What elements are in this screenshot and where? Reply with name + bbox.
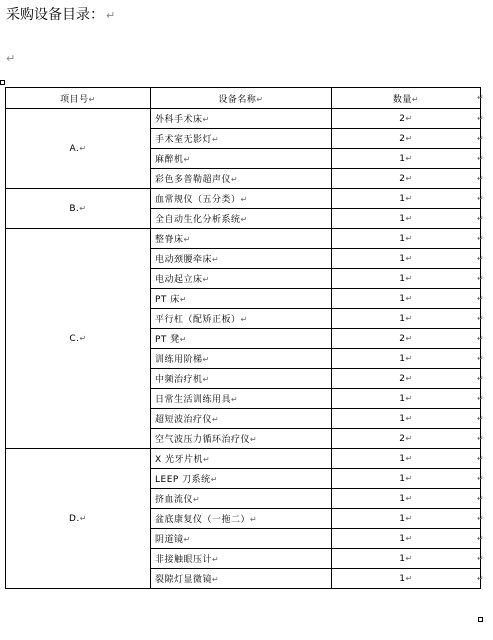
cell-mark-icon: ↵ <box>179 295 187 304</box>
item-name: 中频治疗机 <box>155 375 203 385</box>
cell-mark-icon: ↵ <box>405 293 413 303</box>
item-name: 空气波压力循环治疗仪 <box>155 435 251 445</box>
cell-mark-icon: ↵ <box>210 475 218 484</box>
cell-mark-icon: ↵ <box>212 575 220 584</box>
item-name: 麻醉机 <box>155 155 184 165</box>
item-quantity-cell <box>332 149 481 169</box>
item-name-cell <box>151 169 332 189</box>
item-name: 电动起立床 <box>155 275 203 285</box>
item-quantity-cell <box>332 449 481 469</box>
cell-mark-icon: ↵ <box>405 553 413 563</box>
cell-mark-icon: ↵ <box>405 433 413 443</box>
item-name-cell <box>151 369 332 389</box>
cell-mark-icon: ↵ <box>405 153 413 163</box>
cell-mark-icon: ↵ <box>405 533 413 543</box>
cell-mark-icon: ↵ <box>79 513 87 523</box>
item-quantity-cell <box>332 389 481 409</box>
item-name-cell <box>151 429 332 449</box>
item-name-cell <box>151 529 332 549</box>
cell-mark-icon: ↵ <box>79 203 87 213</box>
item-quantity: 1 <box>399 193 406 204</box>
cell-mark-icon: ↵ <box>183 155 191 164</box>
item-name: 血常规仪（五分类） <box>155 195 241 205</box>
cell-mark-icon: ↵ <box>212 135 220 144</box>
cell-mark-icon: ↵ <box>231 395 239 404</box>
item-name-cell <box>151 309 332 329</box>
cell-mark-icon: ↵ <box>183 235 191 244</box>
row-end-mark-icon: ↵ <box>477 313 484 323</box>
item-name: 裂隙灯显微镜 <box>155 575 213 585</box>
item-name-cell <box>151 349 332 369</box>
row-end-mark-icon: ↵ <box>477 433 484 443</box>
cell-mark-icon: ↵ <box>240 195 248 204</box>
item-quantity-cell <box>332 249 481 269</box>
header-quantity: 数量 <box>392 94 412 105</box>
item-name: 日常生活训练用具 <box>155 395 232 405</box>
table-row <box>6 109 481 129</box>
row-end-mark-icon: ↵ <box>477 413 484 423</box>
cell-mark-icon: ↵ <box>405 393 413 403</box>
row-end-mark-icon: ↵ <box>477 173 484 183</box>
row-end-mark-icon: ↵ <box>477 273 484 283</box>
cell-mark-icon: ↵ <box>202 275 210 284</box>
item-name-cell <box>151 569 332 589</box>
cell-mark-icon: ↵ <box>202 115 210 124</box>
item-quantity: 2 <box>399 133 406 144</box>
cell-mark-icon: ↵ <box>405 213 413 223</box>
table-move-handle-icon[interactable] <box>0 80 5 85</box>
item-quantity: 1 <box>399 573 406 584</box>
header-code-cell <box>6 88 151 109</box>
item-name: X 光牙片机 <box>155 455 204 465</box>
item-quantity-cell <box>332 509 481 529</box>
item-name: 彩色多普勒超声仪 <box>155 175 232 185</box>
item-quantity-cell <box>332 569 481 589</box>
item-quantity: 1 <box>399 153 406 164</box>
cell-mark-icon: ↵ <box>405 193 413 203</box>
item-name-cell <box>151 549 332 569</box>
item-name-cell <box>151 209 332 229</box>
item-quantity-cell <box>332 229 481 249</box>
item-name-cell <box>151 449 332 469</box>
item-quantity-cell <box>332 349 481 369</box>
item-quantity: 1 <box>399 213 406 224</box>
cell-mark-icon: ↵ <box>405 253 413 263</box>
cell-mark-icon: ↵ <box>405 313 413 323</box>
cell-mark-icon: ↵ <box>240 215 248 224</box>
header-name-cell <box>151 88 332 109</box>
cell-mark-icon: ↵ <box>405 333 413 343</box>
header-name: 设备名称 <box>218 94 257 105</box>
cell-mark-icon: ↵ <box>250 435 258 444</box>
item-name-cell <box>151 389 332 409</box>
cell-mark-icon: ↵ <box>405 453 413 463</box>
cell-mark-icon: ↵ <box>405 353 413 363</box>
table-row <box>6 449 481 469</box>
item-quantity: 1 <box>399 273 406 284</box>
item-name-cell <box>151 129 332 149</box>
row-end-mark-icon: ↵ <box>477 353 484 363</box>
item-quantity: 2 <box>399 173 406 184</box>
empty-paragraph-mark-icon: ↵ <box>6 52 16 65</box>
table-header-row <box>6 88 481 109</box>
item-quantity-cell <box>332 409 481 429</box>
item-quantity-cell <box>332 109 481 129</box>
item-name-cell <box>151 289 332 309</box>
item-name-cell <box>151 409 332 429</box>
item-quantity: 1 <box>399 413 406 424</box>
item-quantity: 1 <box>399 353 406 364</box>
item-quantity-cell <box>332 329 481 349</box>
cell-mark-icon: ↵ <box>405 573 413 583</box>
item-name: 外科手术床 <box>155 115 203 125</box>
item-name-cell <box>151 189 332 209</box>
row-end-mark-icon: ↵ <box>477 333 484 343</box>
cell-mark-icon: ↵ <box>88 94 96 104</box>
row-end-mark-icon: ↵ <box>477 113 484 123</box>
group-code: C. <box>69 333 80 344</box>
row-end-mark-icon: ↵ <box>477 453 484 463</box>
item-name: LEEP 刀系统 <box>155 475 211 485</box>
row-end-mark-icon: ↵ <box>477 473 484 483</box>
cell-mark-icon: ↵ <box>203 455 211 464</box>
item-name-cell <box>151 469 332 489</box>
item-quantity: 1 <box>399 293 406 304</box>
item-name: 训练用阶梯 <box>155 355 203 365</box>
group-code-cell <box>6 109 151 189</box>
item-quantity-cell <box>332 269 481 289</box>
group-code: B. <box>69 203 80 214</box>
item-quantity-cell <box>332 169 481 189</box>
cell-mark-icon: ↵ <box>212 555 220 564</box>
document-title-text: 采购设备目录： <box>6 7 104 23</box>
item-name: 超短波治疗仪 <box>155 415 213 425</box>
row-end-mark-icon: ↵ <box>477 233 484 243</box>
row-end-mark-icon: ↵ <box>477 213 484 223</box>
item-quantity: 1 <box>399 253 406 264</box>
cell-mark-icon: ↵ <box>202 375 210 384</box>
item-quantity: 2 <box>399 433 406 444</box>
item-name-cell <box>151 109 332 129</box>
cell-mark-icon: ↵ <box>405 513 413 523</box>
item-quantity: 1 <box>399 393 406 404</box>
row-end-mark-icon: ↵ <box>477 133 484 143</box>
group-code-cell <box>6 229 151 449</box>
table-resize-handle-icon[interactable] <box>478 617 483 622</box>
document-title <box>6 4 115 24</box>
cell-mark-icon: ↵ <box>212 415 220 424</box>
item-name: 电动颈腰牵床 <box>155 255 213 265</box>
item-quantity: 2 <box>399 333 406 344</box>
item-quantity-cell <box>332 549 481 569</box>
row-end-mark-icon: ↵ <box>477 513 484 523</box>
item-name: 平行杠（配矫正板） <box>155 315 241 325</box>
cell-mark-icon: ↵ <box>212 255 220 264</box>
row-end-mark-icon: ↵ <box>477 553 484 563</box>
cell-mark-icon: ↵ <box>256 94 264 104</box>
cell-mark-icon: ↵ <box>79 143 87 153</box>
item-quantity-cell <box>332 429 481 449</box>
paragraph-mark-icon: ↵ <box>106 9 116 22</box>
cell-mark-icon: ↵ <box>250 515 258 524</box>
row-end-mark-icon: ↵ <box>477 573 484 583</box>
row-end-mark-icon: ↵ <box>477 193 484 203</box>
item-quantity: 1 <box>399 493 406 504</box>
row-end-mark-icon: ↵ <box>477 493 484 503</box>
row-end-mark-icon: ↵ <box>477 93 484 102</box>
cell-mark-icon: ↵ <box>240 315 248 324</box>
cell-mark-icon: ↵ <box>405 493 413 503</box>
item-quantity: 1 <box>399 473 406 484</box>
item-name: 整脊床 <box>155 235 184 245</box>
cell-mark-icon: ↵ <box>231 175 239 184</box>
table-row <box>6 189 481 209</box>
item-name: 阴道镜 <box>155 535 184 545</box>
row-end-mark-icon: ↵ <box>477 153 484 163</box>
cell-mark-icon: ↵ <box>405 113 413 123</box>
item-quantity-cell <box>332 309 481 329</box>
item-name: 盆底康复仪（一拖二） <box>155 515 251 525</box>
item-quantity: 1 <box>399 313 406 324</box>
row-end-mark-icon: ↵ <box>477 293 484 303</box>
cell-mark-icon: ↵ <box>405 133 413 143</box>
cell-mark-icon: ↵ <box>405 413 413 423</box>
table-row <box>6 229 481 249</box>
item-quantity-cell <box>332 489 481 509</box>
item-quantity-cell <box>332 209 481 229</box>
header-code: 项目号 <box>60 94 89 105</box>
cell-mark-icon: ↵ <box>405 233 413 243</box>
item-quantity: 1 <box>399 233 406 244</box>
item-name-cell <box>151 489 332 509</box>
item-quantity-cell <box>332 369 481 389</box>
item-name: 手术室无影灯 <box>155 135 213 145</box>
cell-mark-icon: ↵ <box>79 333 87 343</box>
item-quantity-cell <box>332 129 481 149</box>
group-code-cell <box>6 449 151 589</box>
item-name: 非接触眼压计 <box>155 555 213 565</box>
header-quantity-cell <box>332 88 481 109</box>
cell-mark-icon: ↵ <box>405 173 413 183</box>
cell-mark-icon: ↵ <box>405 273 413 283</box>
item-quantity-cell <box>332 529 481 549</box>
equipment-table <box>5 87 481 589</box>
item-name-cell <box>151 269 332 289</box>
cell-mark-icon: ↵ <box>405 473 413 483</box>
group-code: A. <box>69 143 80 154</box>
cell-mark-icon: ↵ <box>202 355 210 364</box>
item-name-cell <box>151 329 332 349</box>
cell-mark-icon: ↵ <box>179 335 187 344</box>
item-quantity-cell <box>332 469 481 489</box>
item-quantity: 2 <box>399 373 406 384</box>
item-quantity: 1 <box>399 553 406 564</box>
group-code: D. <box>69 513 80 524</box>
item-quantity: 1 <box>399 453 406 464</box>
item-name-cell <box>151 509 332 529</box>
item-name-cell <box>151 249 332 269</box>
item-quantity: 2 <box>399 113 406 124</box>
row-end-mark-icon: ↵ <box>477 253 484 263</box>
item-name: PT 床 <box>155 295 180 305</box>
row-end-mark-icon: ↵ <box>477 533 484 543</box>
item-quantity: 1 <box>399 533 406 544</box>
cell-mark-icon: ↵ <box>411 94 420 104</box>
item-name-cell <box>151 149 332 169</box>
item-name: PT 凳 <box>155 335 180 345</box>
item-quantity-cell <box>332 289 481 309</box>
item-quantity: 1 <box>399 513 406 524</box>
cell-mark-icon: ↵ <box>183 535 191 544</box>
item-quantity-cell <box>332 189 481 209</box>
row-end-mark-icon: ↵ <box>477 393 484 403</box>
item-name-cell <box>151 229 332 249</box>
row-end-mark-icon: ↵ <box>477 373 484 383</box>
cell-mark-icon: ↵ <box>193 495 201 504</box>
item-name: 挤血流仪 <box>155 495 194 505</box>
item-name: 全自动生化分析系统 <box>155 215 241 225</box>
group-code-cell <box>6 189 151 229</box>
cell-mark-icon: ↵ <box>405 373 413 383</box>
